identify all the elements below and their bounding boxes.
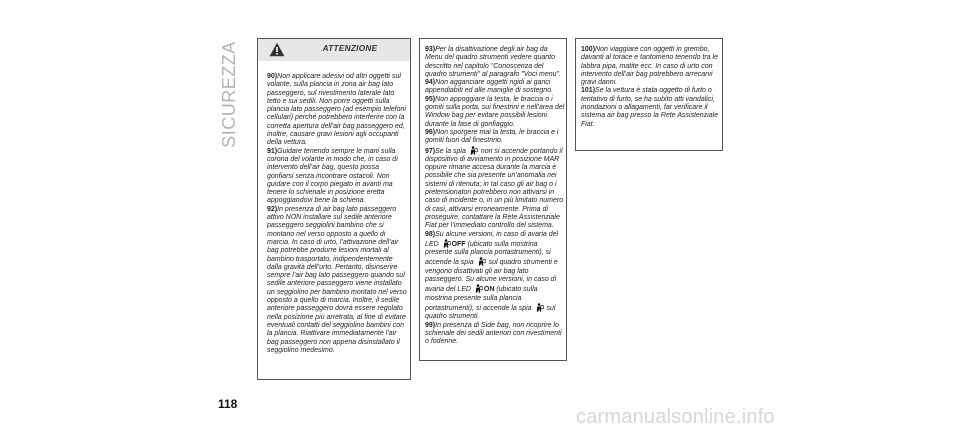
note-90 (267, 73, 407, 148)
note-95 (425, 96, 565, 129)
note-text: Se la vettura è stata oggetto di furto o tentativo di furto, se ha subito atti vandalici, inondazioni o allagamenti, far verificare il sistema air bag presso la Rete Assistenziale Fiat. (581, 87, 719, 128)
note-99 (425, 322, 565, 347)
airbag-warning-light-icon (469, 146, 478, 155)
passenger-airbag-on-icon (474, 284, 483, 293)
note-text: Se la spia (435, 147, 466, 155)
note-text: sul quadro strumenti e vengono disattivati gli air bag lato passeggero. Su alcune versioni, in caso di avaria del LED (425, 259, 558, 294)
middle-notes (425, 46, 565, 346)
right-column-box (575, 38, 723, 151)
note-text: non si accende portando il dispositivo di avviamento in posizione MAR oppure rimane accesa durante la marcia è possibile che sia presente un’anomalia nei sistemi di ritenuta; in tal caso gli air bag o i pretensionatori potrebbero non attivarsi in caso di incidente o, in un più limitato numero di casi, attivarsi erroneamente. Prima di proseguire, contattare la Rete Assistenziale Fiat per l’immediato controllo del sistema. (425, 147, 564, 230)
note-text: Non viaggiare con oggetti in grembo, davanti al torace e tantomeno tenendo tra le labbra pipa, matite ecc. In caso di urto con intervento dell’air bag potrebbero arrecarvi gravi danni. (581, 46, 718, 87)
note-93 (425, 46, 565, 79)
note-text: In presenza di air bag lato passeggero attivo NON installare sul sedile anteriore passeggero seggiolini bambino che si montano nel verso opposto a quello di marcia. In caso di urto, l’attivazione dell’air bag potrebbe produrre lesioni mortali al bambino trasportato, indipendentemente dalla gravità dell’urto. Pertanto, disinserire sempre l’air bag lato passeggero quando sul sedile anteriore passeggero viene installato un seggiolino per bambino montato nel verso opposto a quello di marcia. Inoltre, il sedile anteriore passeggero dovrà essere regolato nella posizione più arretrata, al fine di evitare eventuali contatti del seggiolino bambini con la plancia. Riattivare immediatamente l’air bag passeggero non appena disinstallato il seggiolino medesimo. (267, 205, 407, 354)
note-text: (ubicato sulla mostrina presente sulla plancia portastrumenti), si accende la spia (425, 286, 538, 312)
note-text: Guidare tenendo sempre le mani sulla corona del volante in modo che, in caso di intervento dell’air bag, questo possa gonfiarsi senza incontrare ostacoli. Non guidare con il corpo piegato in avanti ma tenere lo schienale in posizione eretta appoggiandovi bene la schiena. (267, 147, 398, 205)
note-text: Non appoggiare la testa, le braccia o i gomiti sulla porta, sui finestrini e nell’area del Window bag per evitare possibili lesioni durante la fase di gonfiaggio. (425, 95, 565, 128)
note-text: Non sporgere mai la testa, le braccia e i gomiti fuori dal finestrino. (425, 128, 559, 145)
note-number: 91 ) (267, 148, 277, 155)
note-98 (425, 231, 565, 322)
note-92 (267, 206, 407, 355)
note-number: 101 ) (581, 87, 595, 94)
right-notes (581, 46, 721, 129)
note-number: 96 ) (425, 129, 435, 136)
warning-header-label: ATTENZIONE (322, 44, 378, 53)
watermark: carmanualsonline.info (576, 406, 775, 428)
note-91 (267, 148, 407, 206)
note-number: 95 ) (425, 96, 435, 103)
note-101 (581, 87, 721, 128)
passenger-airbag-off-icon (442, 239, 451, 248)
note-text: Non applicare adesivi od altri oggetti sul volante, sulla plancia in zona air bag lato passeggero, sul rivestimento laterale lato tetto e sui sedili. Non porre oggetti sulla plancia lato passeggero (ad esempio telefoni cellulari) perché potrebbero interferire con la corretta apertura dell’air bag passeggero ed, inoltre, causare gravi lesioni agli occupanti della vettura. (267, 73, 406, 147)
warning-header (258, 39, 410, 61)
note-number: 90 ) (267, 73, 277, 80)
led-off-label: OFF (451, 240, 466, 248)
middle-column-box (419, 38, 567, 361)
warning-notes (267, 73, 407, 355)
note-text: In presenza di Side bag, non ricoprire lo schienale dei sedili anteriori con rivestimenti o foderine. (425, 321, 562, 346)
page-number: 118 (218, 397, 238, 411)
note-number: 100 ) (581, 46, 595, 53)
note-number: 92 ) (267, 206, 277, 213)
note-96 (425, 129, 565, 146)
warning-box (257, 38, 411, 380)
note-text: Non agganciare oggetti rigidi ai ganci appendiabiti ed alle maniglie di sostegno. (425, 79, 554, 95)
note-100 (581, 46, 721, 87)
airbag-warning-light-icon (535, 303, 544, 312)
warning-triangle-icon (269, 42, 285, 57)
led-on-label: ON (483, 286, 495, 294)
note-number: 94 ) (425, 79, 435, 86)
note-text: Su alcune versioni, in caso di avaria del LED (425, 230, 559, 248)
note-94 (425, 79, 565, 96)
note-97 (425, 146, 565, 231)
note-text: sul quadro strumenti. (425, 304, 556, 321)
note-number: 98 ) (425, 231, 435, 238)
note-text: Per la disattivazione degli air bag da Menu del quadro strumenti vedere quanto descritto nel capitolo "Conoscenza del quadro strumenti" al paragrafo "Voci menu". (425, 46, 561, 78)
note-number: 97 ) (425, 148, 435, 155)
section-title-text: SICUREZZA (218, 40, 239, 148)
note-number: 93 ) (425, 46, 435, 53)
section-title (214, 33, 244, 155)
note-text: (ubicato sulla mostrina presente sulla plancia portastrumenti), si accende la spia (425, 240, 551, 267)
note-number: 99 ) (425, 322, 435, 329)
airbag-warning-light-icon (477, 257, 486, 266)
